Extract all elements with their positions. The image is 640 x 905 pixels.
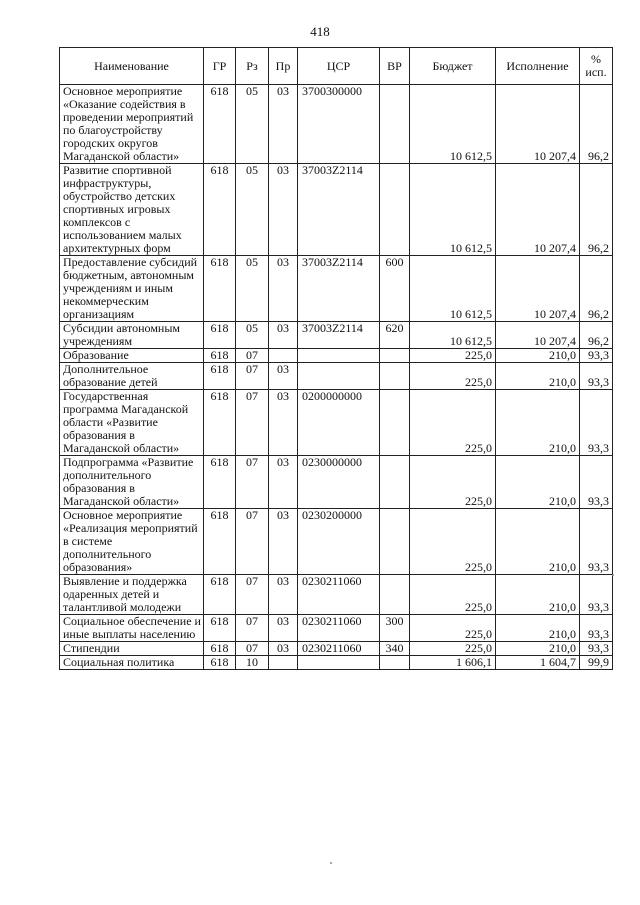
budget-table: [59, 47, 613, 670]
cell-budget: 225,0: [410, 509, 496, 575]
cell-csr: [298, 363, 380, 390]
cell-csr: 0200000000: [298, 390, 380, 456]
cell-rz: 10: [236, 656, 269, 670]
scan-speck: [612, 574, 614, 576]
cell-name: Основное мероприятие «Оказание содействия в проведении мероприятий по благоустройству городских округов Магаданской области»: [60, 85, 204, 164]
cell-vr: [380, 575, 410, 615]
cell-gr: 618: [204, 656, 236, 670]
cell-rz: 05: [236, 85, 269, 164]
cell-rz: 05: [236, 256, 269, 322]
cell-csr: 3700300000: [298, 85, 380, 164]
cell-gr: 618: [204, 85, 236, 164]
cell-vr: [380, 164, 410, 256]
cell-name: Выявление и поддержка одаренных детей и талантливой молодежи: [60, 575, 204, 615]
cell-percent: 93,3: [580, 349, 613, 363]
cell-vr: [380, 85, 410, 164]
cell-csr: [298, 656, 380, 670]
cell-budget: 10 612,5: [410, 256, 496, 322]
header-rz: Рз: [236, 48, 269, 85]
cell-rz: 07: [236, 615, 269, 642]
header-percent: [580, 48, 613, 85]
cell-name: Развитие спортивной инфраструктуры, обустройство детских спортивных игровых комплексов с использованием малых архитектурных форм: [60, 164, 204, 256]
cell-rz: 07: [236, 390, 269, 456]
cell-percent: 93,3: [580, 615, 613, 642]
cell-rz: 07: [236, 349, 269, 363]
cell-pr: 03: [269, 322, 298, 349]
cell-execution: 10 207,4: [496, 164, 580, 256]
table-row: [60, 615, 613, 642]
cell-gr: 618: [204, 390, 236, 456]
cell-csr: 0230000000: [298, 456, 380, 509]
cell-vr: [380, 656, 410, 670]
cell-execution: 210,0: [496, 349, 580, 363]
cell-budget: 225,0: [410, 575, 496, 615]
cell-execution: 210,0: [496, 390, 580, 456]
cell-pr: [269, 656, 298, 670]
table-row: [60, 164, 613, 256]
cell-name: Подпрограмма «Развитие дополнительного образования в Магаданской области»: [60, 456, 204, 509]
cell-csr: 37003Z2114: [298, 164, 380, 256]
cell-csr: 0230211060: [298, 575, 380, 615]
cell-gr: 618: [204, 322, 236, 349]
cell-percent: 93,3: [580, 642, 613, 656]
cell-execution: 210,0: [496, 509, 580, 575]
cell-execution: 1 604,7: [496, 656, 580, 670]
table-row: [60, 642, 613, 656]
table-header-row: [60, 48, 613, 85]
page-number: 418: [310, 24, 330, 39]
cell-gr: 618: [204, 363, 236, 390]
table-row: [60, 256, 613, 322]
cell-execution: 210,0: [496, 456, 580, 509]
cell-name: Предоставление субсидий бюджетным, автономным учреждениям и иным некоммерческим организациям: [60, 256, 204, 322]
header-budget: Бюджет: [410, 48, 496, 85]
cell-budget: 10 612,5: [410, 322, 496, 349]
cell-gr: 618: [204, 349, 236, 363]
cell-budget: 225,0: [410, 363, 496, 390]
cell-percent: 96,2: [580, 85, 613, 164]
cell-budget: 225,0: [410, 349, 496, 363]
cell-execution: 10 207,4: [496, 322, 580, 349]
cell-percent: 93,3: [580, 509, 613, 575]
cell-vr: [380, 390, 410, 456]
table-row: [60, 390, 613, 456]
header-vr: ВР: [380, 48, 410, 85]
cell-csr: 37003Z2114: [298, 256, 380, 322]
cell-rz: 07: [236, 456, 269, 509]
cell-name: Социальное обеспечение и иные выплаты населению: [60, 615, 204, 642]
cell-pr: 03: [269, 509, 298, 575]
cell-name: Дополнительное образование детей: [60, 363, 204, 390]
cell-pr: 03: [269, 164, 298, 256]
cell-pr: 03: [269, 642, 298, 656]
cell-gr: 618: [204, 615, 236, 642]
cell-percent: 96,2: [580, 164, 613, 256]
cell-vr: 600: [380, 256, 410, 322]
cell-budget: 225,0: [410, 642, 496, 656]
table-row: [60, 322, 613, 349]
cell-percent: 99,9: [580, 656, 613, 670]
cell-execution: 210,0: [496, 575, 580, 615]
cell-rz: 07: [236, 509, 269, 575]
table-row: [60, 509, 613, 575]
cell-pr: 03: [269, 615, 298, 642]
cell-rz: 05: [236, 322, 269, 349]
cell-rz: 07: [236, 575, 269, 615]
cell-gr: 618: [204, 642, 236, 656]
table-row: [60, 349, 613, 363]
cell-pr: 03: [269, 575, 298, 615]
cell-pr: [269, 349, 298, 363]
cell-vr: [380, 456, 410, 509]
cell-vr: 620: [380, 322, 410, 349]
cell-csr: 0230211060: [298, 642, 380, 656]
cell-pr: 03: [269, 256, 298, 322]
cell-name: Основное мероприятие «Реализация мероприятий в системе дополнительного образования»: [60, 509, 204, 575]
header-percent-sign: %: [591, 52, 601, 66]
cell-budget: 1 606,1: [410, 656, 496, 670]
cell-csr: 0230200000: [298, 509, 380, 575]
cell-vr: [380, 349, 410, 363]
cell-percent: 96,2: [580, 322, 613, 349]
cell-rz: 05: [236, 164, 269, 256]
cell-gr: 618: [204, 164, 236, 256]
table-row: [60, 575, 613, 615]
cell-percent: 93,3: [580, 363, 613, 390]
cell-name: Субсидии автономным учреждениям: [60, 322, 204, 349]
cell-csr: 37003Z2114: [298, 322, 380, 349]
table-row: [60, 363, 613, 390]
cell-vr: 340: [380, 642, 410, 656]
cell-csr: 0230211060: [298, 615, 380, 642]
cell-pr: 03: [269, 85, 298, 164]
cell-pr: 03: [269, 390, 298, 456]
cell-vr: [380, 509, 410, 575]
header-gr: ГР: [204, 48, 236, 85]
cell-budget: 225,0: [410, 390, 496, 456]
cell-execution: 210,0: [496, 363, 580, 390]
scan-speck: [330, 862, 332, 864]
cell-percent: 96,2: [580, 256, 613, 322]
cell-vr: 300: [380, 615, 410, 642]
cell-name: Образование: [60, 349, 204, 363]
cell-execution: 10 207,4: [496, 256, 580, 322]
cell-percent: 93,3: [580, 390, 613, 456]
cell-budget: 225,0: [410, 456, 496, 509]
cell-execution: 10 207,4: [496, 85, 580, 164]
cell-name: Государственная программа Магаданской области «Развитие образования в Магаданской области»: [60, 390, 204, 456]
cell-percent: 93,3: [580, 575, 613, 615]
cell-csr: [298, 349, 380, 363]
cell-gr: 618: [204, 509, 236, 575]
table-row: [60, 85, 613, 164]
cell-vr: [380, 363, 410, 390]
table-row: [60, 456, 613, 509]
cell-gr: 618: [204, 575, 236, 615]
cell-budget: 225,0: [410, 615, 496, 642]
cell-name: Стипендии: [60, 642, 204, 656]
cell-rz: 07: [236, 363, 269, 390]
table-row: [60, 656, 613, 670]
cell-budget: 10 612,5: [410, 85, 496, 164]
cell-budget: 10 612,5: [410, 164, 496, 256]
cell-rz: 07: [236, 642, 269, 656]
cell-name: Социальная политика: [60, 656, 204, 670]
header-csr: ЦСР: [298, 48, 380, 85]
cell-pr: 03: [269, 456, 298, 509]
cell-execution: 210,0: [496, 642, 580, 656]
cell-gr: 618: [204, 456, 236, 509]
header-name: Наименование: [60, 48, 204, 85]
cell-pr: 03: [269, 363, 298, 390]
cell-gr: 618: [204, 256, 236, 322]
cell-percent: 93,3: [580, 456, 613, 509]
header-percent-label: исп.: [585, 65, 607, 79]
header-execution: Исполнение: [496, 48, 580, 85]
header-pr: Пр: [269, 48, 298, 85]
cell-execution: 210,0: [496, 615, 580, 642]
